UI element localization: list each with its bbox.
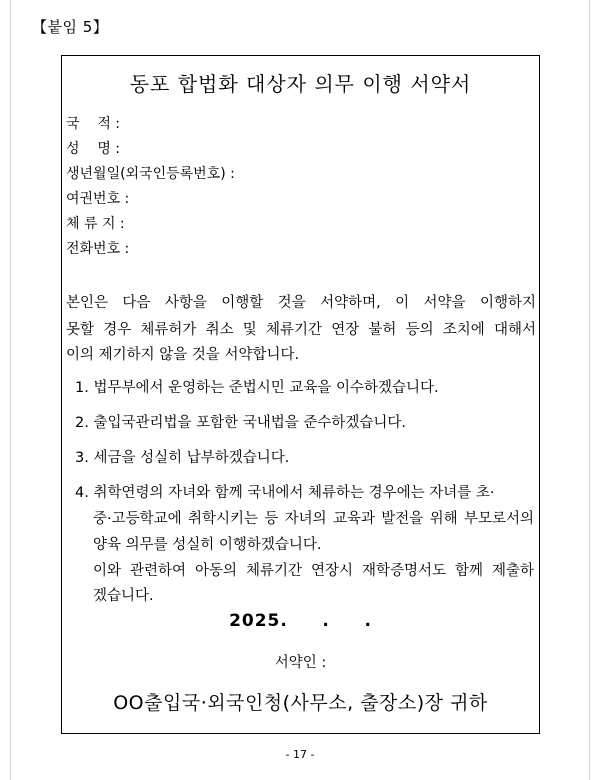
pledge-item-1: 1. 법무부에서 운영하는 준법시민 교육을 이수하겠습니다. xyxy=(75,380,439,396)
field-residence: 체 류 지 : xyxy=(66,216,125,232)
pledge-form-box xyxy=(61,55,540,734)
intro-line-2: 못할 경우 체류허가 취소 및 체류기간 연장 불허 등의 조치에 대해서 xyxy=(66,322,536,338)
field-phone: 전화번호 : xyxy=(66,241,130,257)
field-passport: 여권번호 : xyxy=(66,191,130,207)
page-number: - 17 - xyxy=(285,748,315,761)
signer-label: 서약인 : xyxy=(274,655,327,671)
intro-line-3: 이의 제기하지 않을 것을 서약합니다. xyxy=(66,347,300,363)
intro-line-1: 본인은 다음 사항을 이행할 것을 서약하며, 이 서약을 이행하지 xyxy=(66,295,536,311)
pledge-item-2: 2. 출입국관리법을 포함한 국내법을 준수하겠습니다. xyxy=(75,415,407,431)
field-name: 성 명 : xyxy=(66,141,121,157)
form-title: 동포 합법화 대상자 의무 이행 서약서 xyxy=(129,72,472,96)
pledge-item-3: 3. 세금을 성실히 납부하겠습니다. xyxy=(75,450,290,466)
field-birthdate: 생년월일(외국인등록번호) : xyxy=(66,166,235,182)
page-edge-left xyxy=(10,0,11,780)
pledge-item-4-line-3: 양육 의무를 성실히 이행하겠습니다. xyxy=(93,537,322,553)
pledge-item-4: 4. 취학연령의 자녀와 함께 국내에서 체류하는 경우에는 자녀를 초· xyxy=(75,485,495,501)
recipient-line: OO출입국·외국인청(사무소, 출장소)장 귀하 xyxy=(113,692,488,714)
attachment-label: 【붙임 5】 xyxy=(32,18,109,36)
pledge-item-4-line-2: 중·고등학교에 취학시키는 등 자녀의 교육과 발전을 위해 부모로서의 xyxy=(93,511,534,527)
pledge-date: 2025. . . xyxy=(229,611,372,631)
page-edge-right xyxy=(589,0,590,780)
field-nationality: 국 적 : xyxy=(66,116,121,132)
pledge-item-4-line-5: 겠습니다. xyxy=(93,588,154,604)
pledge-item-4-line-4: 이와 관련하여 아동의 체류기간 연장시 재학증명서도 함께 제출하 xyxy=(93,563,534,579)
